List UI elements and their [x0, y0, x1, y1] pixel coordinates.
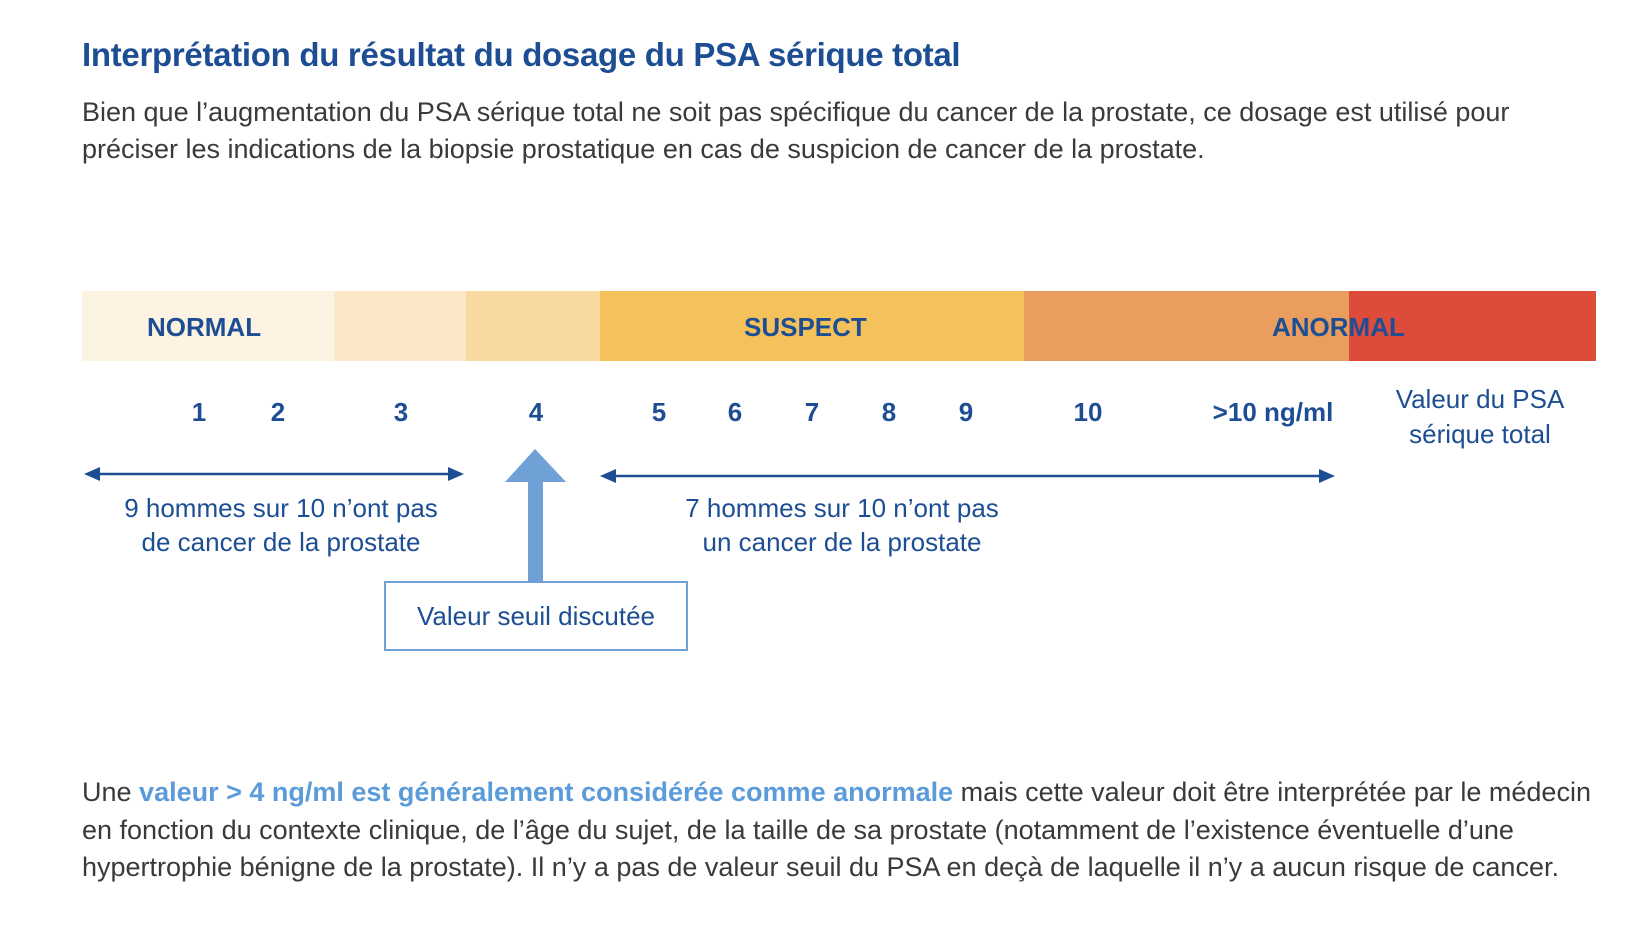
tick-label: 10 [1073, 397, 1103, 427]
threshold-box: Valeur seuil discutée [384, 581, 688, 651]
zone-label-suspect: SUSPECT [744, 312, 867, 342]
axis-label-line: Valeur du PSA [1395, 384, 1565, 414]
note-line: de cancer de la prostate [141, 527, 421, 557]
tick-label: 6 [727, 397, 743, 427]
left-range-arrow [84, 467, 464, 481]
tick-label: 9 [958, 397, 974, 427]
conclusion-prefix: Une [82, 777, 140, 807]
page-title: Interprétation du résultat du dosage du PSA sérique total [82, 36, 961, 73]
conclusion-highlight: valeur > 4 ng/ml est généralement considérée comme anormale [139, 777, 954, 807]
zone-label-anormal: ANORMAL [1272, 312, 1405, 342]
tick-label: 3 [393, 397, 409, 427]
right-range-arrow [600, 469, 1335, 483]
note-line: 9 hommes sur 10 n’ont pas [124, 493, 438, 523]
tick-label: 2 [270, 397, 286, 427]
intro-paragraph: Bien que l’augmentation du PSA sérique total ne soit pas spécifique du cancer de la prostate, ce dosage est utilisé pour préciser les indications de la biopsie prostatique en cas de suspicion de cancer de la prostate. [82, 97, 1510, 164]
conclusion-paragraph [82, 774, 1602, 887]
axis-label-line: sérique total [1409, 419, 1551, 449]
tick-label: 5 [651, 397, 667, 427]
tick-label: >10 ng/ml [1212, 397, 1334, 427]
zone-label-normal: NORMAL [147, 312, 262, 342]
right-range-note [652, 491, 1032, 559]
tick-label: 1 [191, 397, 207, 427]
tick-label: 7 [804, 397, 820, 427]
conclusion-suffix: mais cette valeur doit être interprétée par le médecin en fonction du contexte clinique, de l’âge du sujet, de la taille de sa prostate (notamment de l’existence éventuelle d’une hypertrophie bénigne de la prostate). Il n’y a pas de valeur seuil du PSA en deçà de laquelle il n’y a aucun risque de cancer. [82, 777, 1591, 882]
tick-label: 8 [881, 397, 897, 427]
note-line: 7 hommes sur 10 n’ont pas [685, 493, 999, 523]
threshold-up-arrow [505, 449, 566, 582]
note-line: un cancer de la prostate [702, 527, 982, 557]
tick-label: 4 [528, 397, 544, 427]
left-range-note [96, 491, 466, 559]
